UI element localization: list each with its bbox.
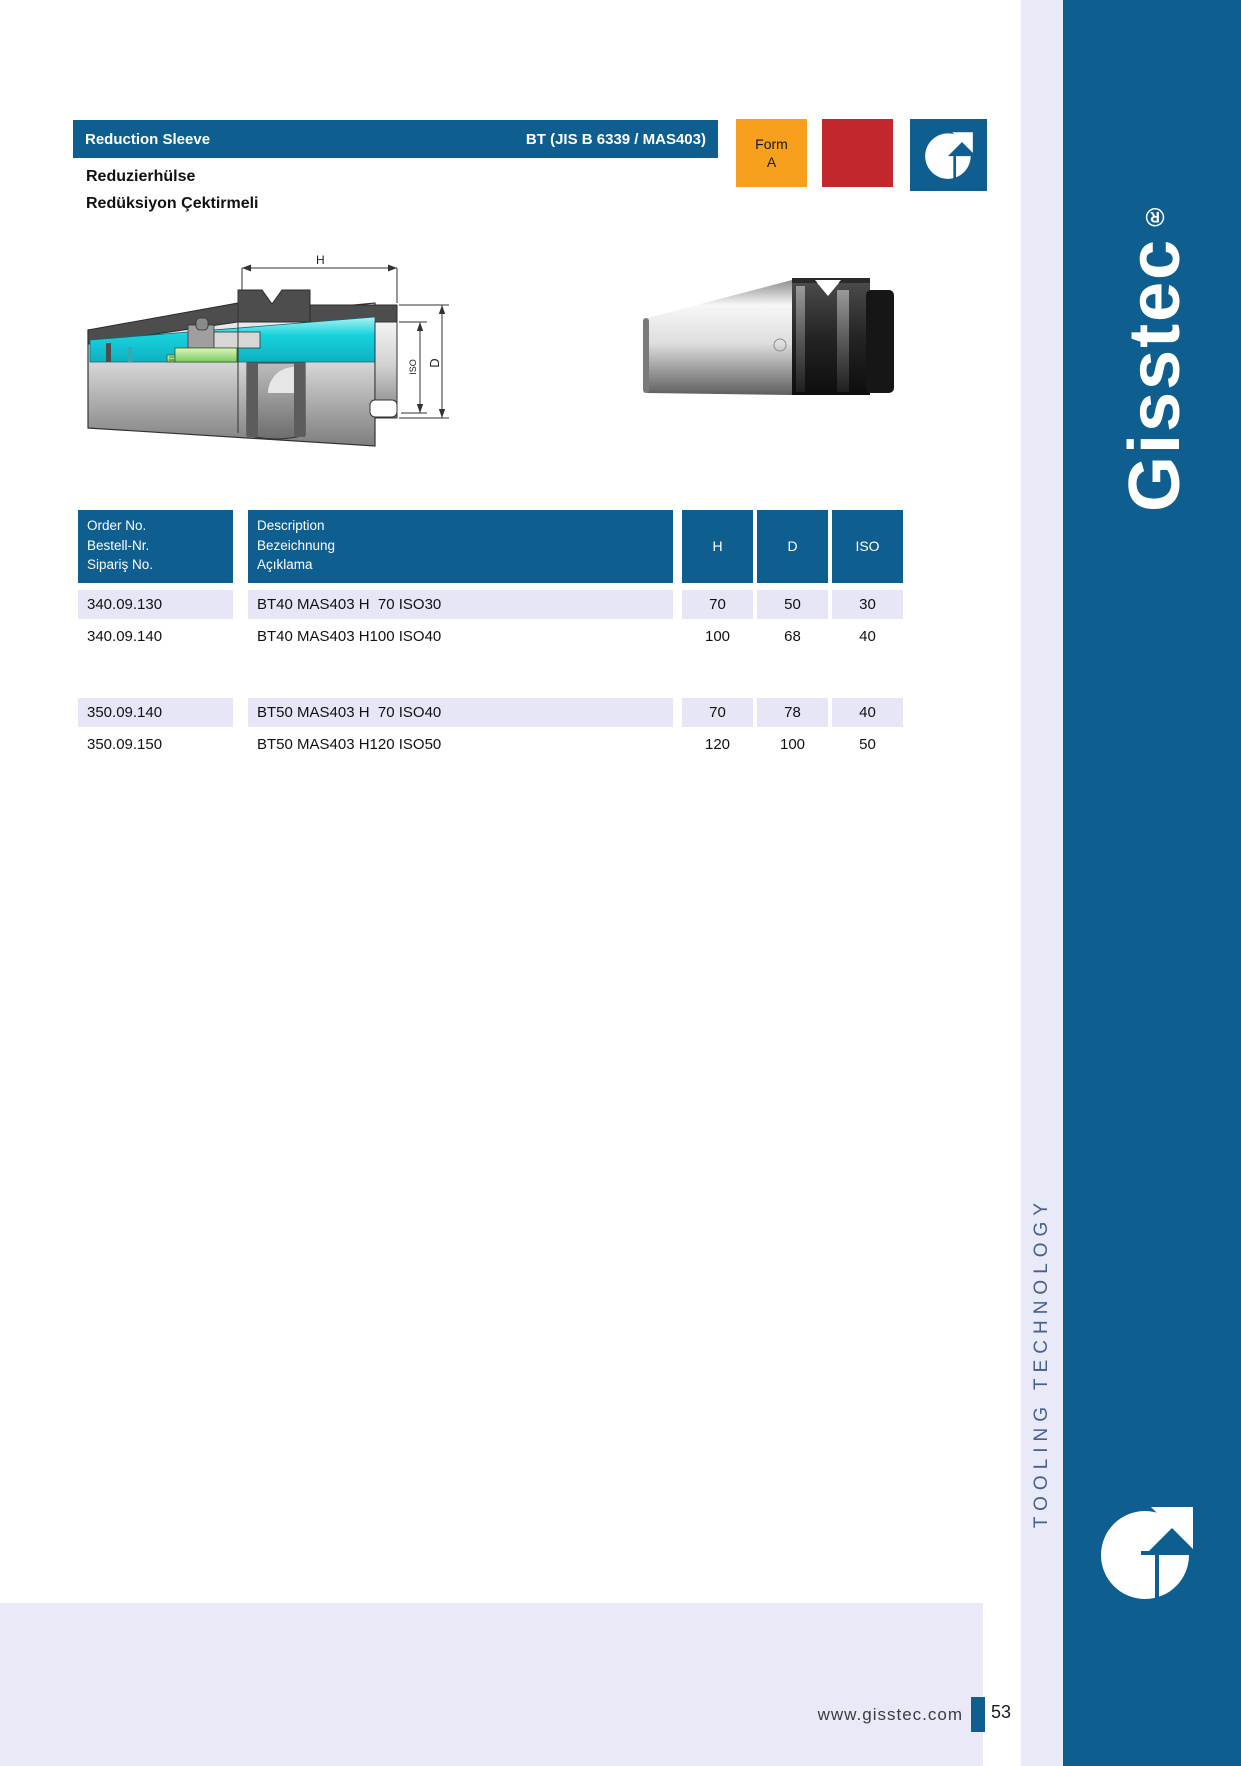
gisstec-g-small-icon: [923, 129, 975, 181]
form-a-badge: [736, 119, 807, 187]
cell-iso: 40: [832, 698, 903, 727]
table-row: [78, 698, 903, 727]
cell-d: 100: [779, 736, 806, 753]
website-link[interactable]: www.gisstec.com: [817, 1705, 963, 1724]
cell-order: 350.09.150: [87, 736, 163, 753]
col-header-order: Order No. Bestell-Nr. Sipariş No.: [78, 510, 233, 583]
cell-description: BT50 MAS403 H120 ISO50: [257, 736, 442, 753]
brand-wordmark: [1085, 92, 1225, 512]
cell-description: BT50 MAS403 H 70 ISO40: [248, 698, 673, 727]
dim-label-d: D: [427, 358, 442, 368]
dim-label-h: H: [316, 255, 325, 267]
tagline-text: TOOLING TECHNOLOGY: [1031, 1196, 1052, 1529]
table-row: [78, 730, 903, 759]
title-bar: [73, 120, 718, 158]
cell-d: 78: [757, 698, 828, 727]
col-header-iso: ISO: [832, 510, 903, 583]
spec-table: [78, 510, 903, 759]
cell-order: 340.09.130: [78, 590, 233, 619]
product-photo-drawing: [575, 250, 905, 400]
col-header-d: D: [757, 510, 828, 583]
cell-description: BT40 MAS403 H100 ISO40: [257, 628, 442, 645]
page-number: 53: [991, 1702, 1012, 1722]
cell-d: 50: [757, 590, 828, 619]
table-row: [78, 622, 903, 651]
cell-description: BT40 MAS403 H 70 ISO30: [248, 590, 673, 619]
form-badge-word: Form: [755, 135, 788, 152]
registered-mark: ®: [1140, 199, 1170, 232]
logo-badge: [910, 119, 987, 191]
cell-iso: 30: [832, 590, 903, 619]
cell-h: 70: [682, 698, 753, 727]
page-number-marker: [971, 1697, 985, 1732]
gisstec-g-icon: [1099, 1505, 1195, 1601]
cell-order: 350.09.140: [78, 698, 233, 727]
table-row: [78, 590, 903, 619]
standard-label: BT (JIS B 6339 / MAS403): [525, 130, 706, 148]
brand-name: Gisstec: [1115, 237, 1195, 512]
cell-h: 100: [704, 628, 731, 645]
page-title: Reduction Sleeve: [85, 130, 211, 148]
cell-d: 68: [784, 628, 801, 645]
form-badge-letter: A: [766, 154, 777, 170]
red-category-badge: [822, 119, 893, 187]
table-header-row: [78, 510, 903, 583]
col-header-description: Description Bezeichnung Açıklama: [248, 510, 673, 583]
tagline-container: [1021, 1180, 1063, 1545]
cell-h: 70: [682, 590, 753, 619]
cell-iso: 50: [859, 736, 876, 753]
cell-order: 340.09.140: [87, 628, 163, 645]
dim-label-iso: ISO: [408, 359, 418, 375]
cell-h: 120: [704, 736, 731, 753]
cell-iso: 40: [859, 628, 876, 645]
subtitle-turkish: Redüksiyon Çektirmeli: [86, 195, 259, 212]
subtitle-german: Reduzierhülse: [86, 168, 196, 185]
cross-section-drawing: [70, 255, 460, 460]
footer-block: [0, 1603, 983, 1766]
col-header-h: H: [682, 510, 753, 583]
